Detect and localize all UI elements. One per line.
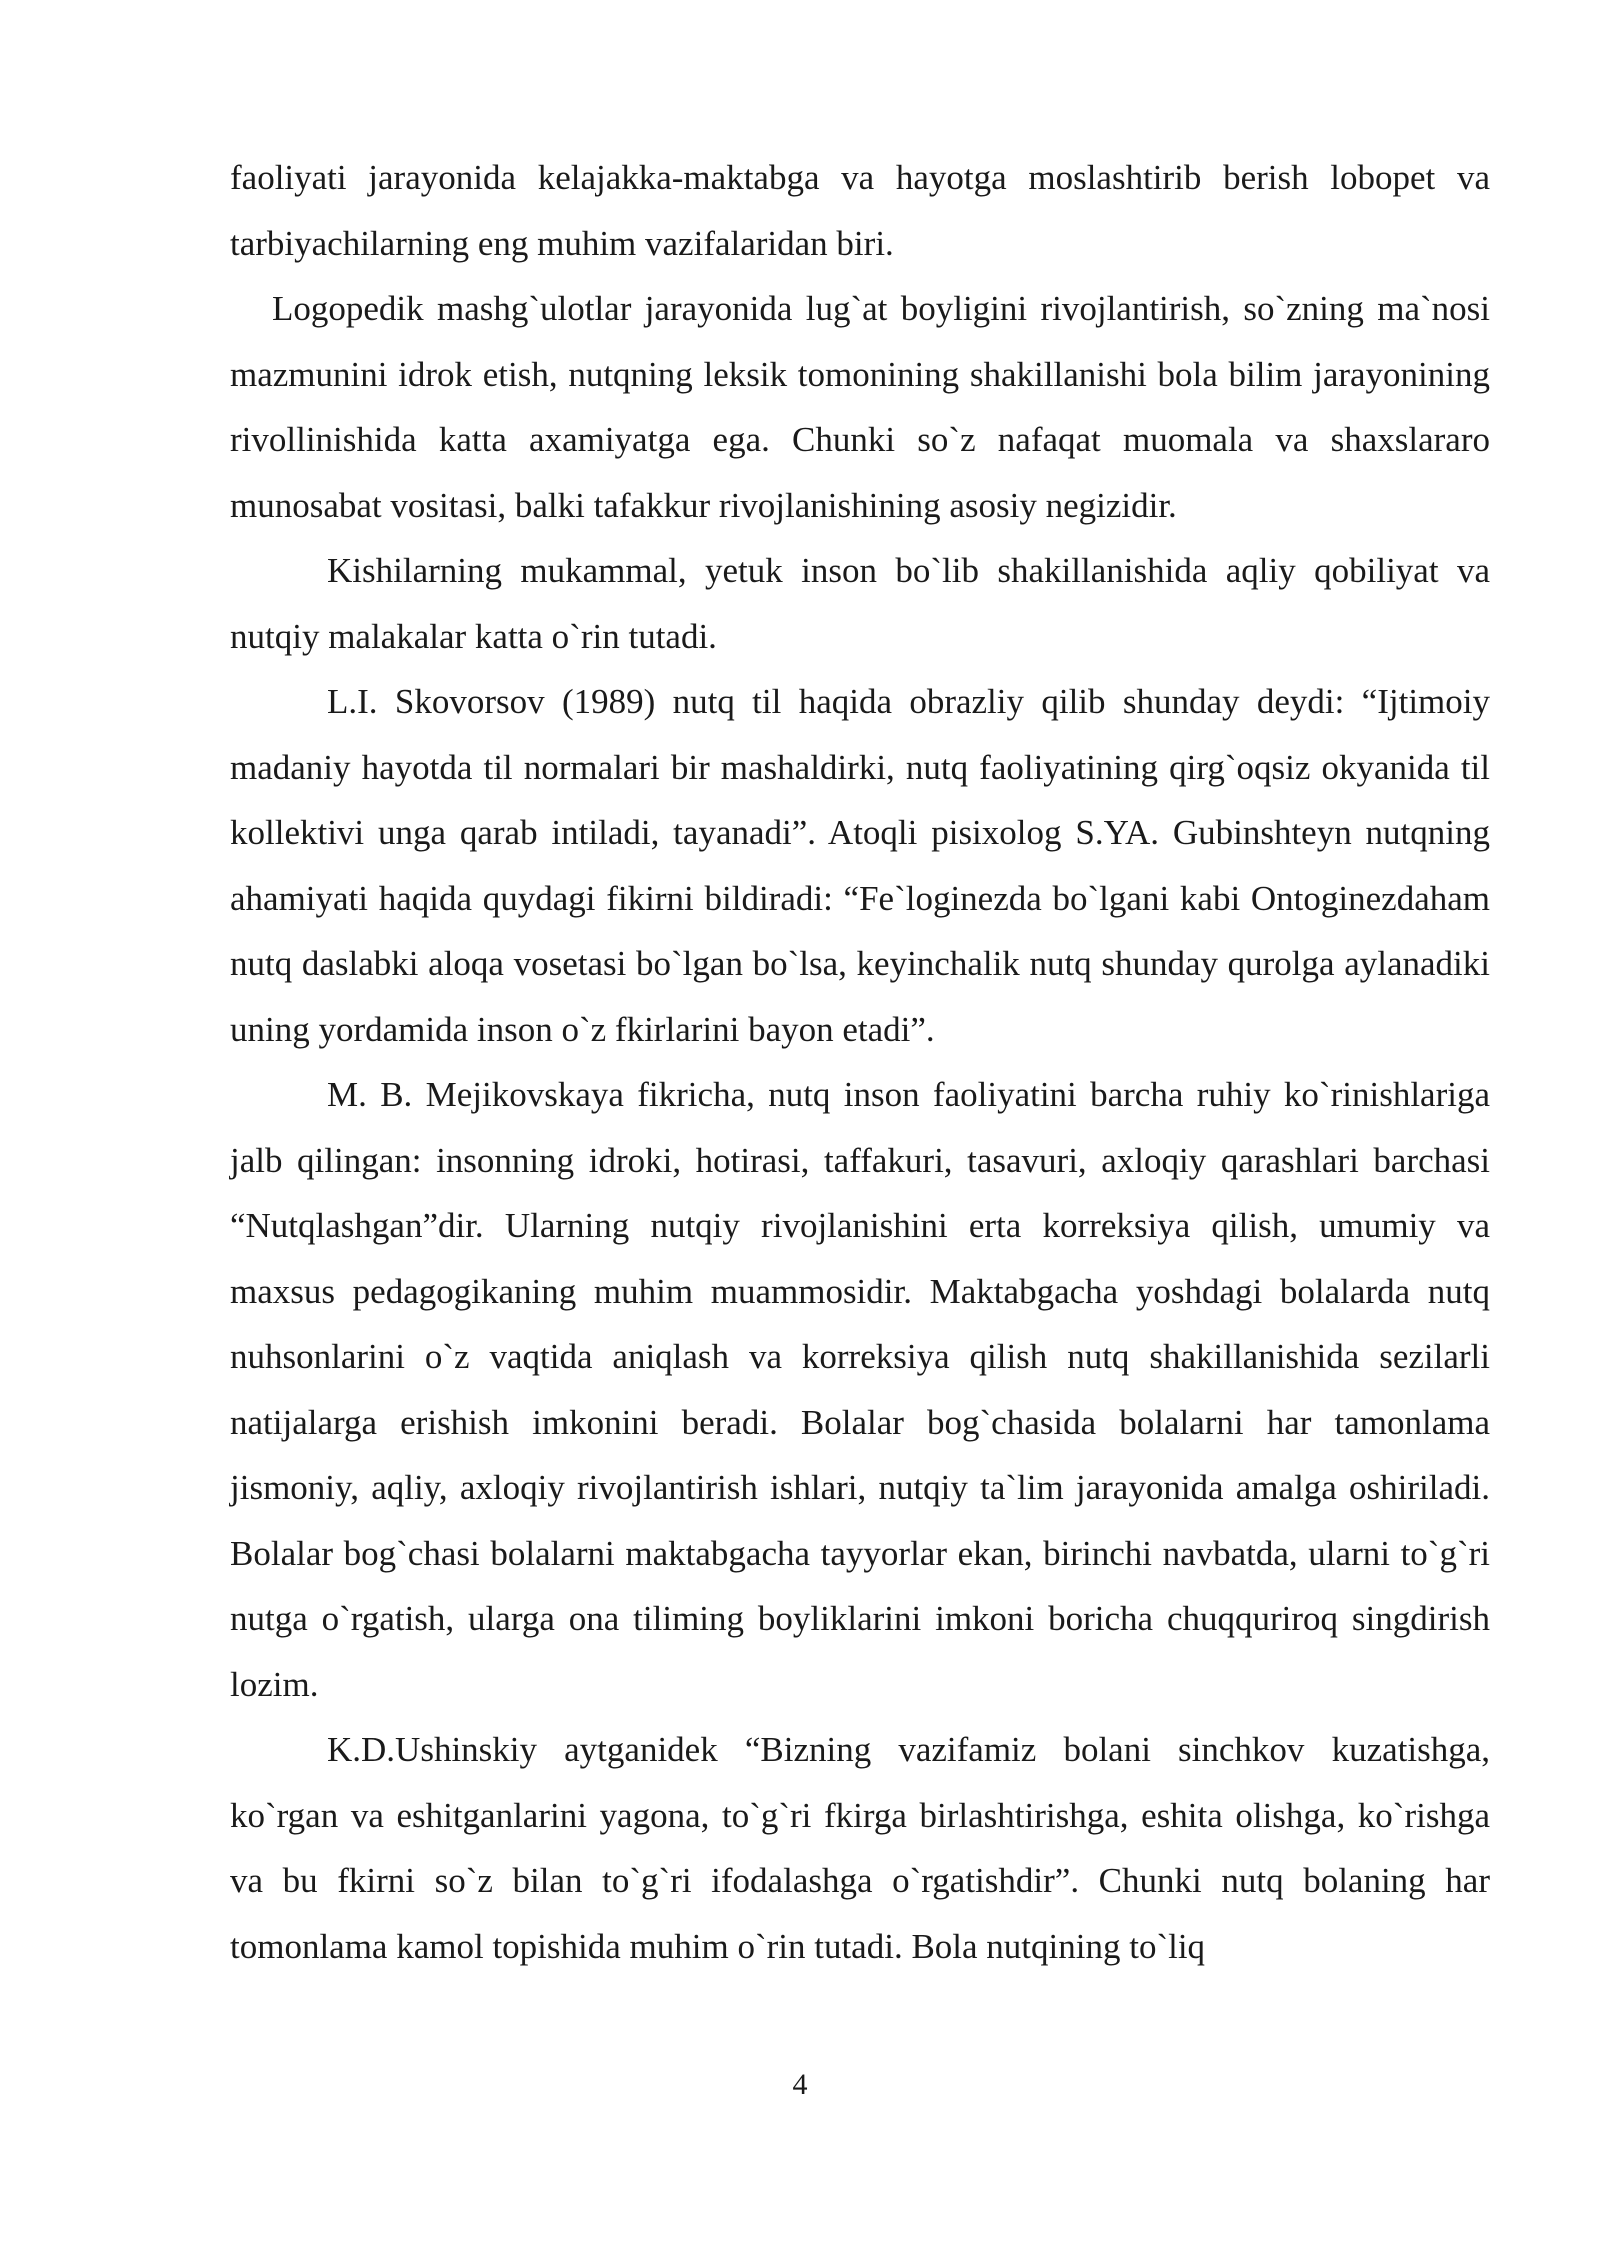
paragraph-3: Kishilarning mukammal, yetuk inson bo`lib shakillanishida aqliy qobiliyat va nutqiy malakalar katta o`rin tutadi. xyxy=(230,551,1490,656)
document-body xyxy=(230,145,1490,1979)
paragraph-4: L.I. Skovorsov (1989) nutq til haqida obrazliy qilib shunday deydi: “Ijtimoiy madaniy hayotda til normalari bir mashaldirki, nutq faoliyatining qirg`oqsiz okyanida til kollektivi unga qarab intiladi, tayanadi”. Atoqli pisixolog S.YA. Gubinshteyn nutqning ahamiyati haqida quydagi fikirni bildiradi: “Fe`loginezda bo`lgani kabi Ontoginezdaham nutq daslabki aloqa vosetasi bo`lgan bo`lsa, keyinchalik nutq shunday qurolga aylanadiki uning yordamida inson o`z fkirlarini bayon etadi”. xyxy=(230,682,1490,1049)
page-number: 4 xyxy=(792,2068,808,2101)
paragraph-1: faoliyati jarayonida kelajakka-maktabga va hayotga moslashtirib berish lobopet va tarbiyachilarning eng muhim vazifalaridan biri. xyxy=(230,158,1490,263)
paragraph-2: Logopedik mashg`ulotlar jarayonida lug`at boyligini rivojlantirish, so`zning ma`nosi mazmunini idrok etish, nutqning leksik tomonining shakillanishi bola bilim jarayonining rivollinishida katta axamiyatga ega. Chunki so`z nafaqat muomala va shaxslararo munosabat vositasi, balki tafakkur rivojlanishining asosiy negizidir. xyxy=(230,289,1490,525)
paragraph-6: K.D.Ushinskiy aytganidek “Bizning vazifamiz bolani sinchkov kuzatishga, ko`rgan va eshitganlarini yagona, to`g`ri fkirga birlashtirishga, eshita olishga, ko`rishga va bu fkirni so`z bilan to`g`ri ifodalashga o`rgatishdir”. Chunki nutq bolaning har tomonlama kamol topishida muhim o`rin tutadi. Bola nutqining to`liq xyxy=(230,1730,1490,1966)
paragraph-5: M. B. Mejikovskaya fikricha, nutq inson faoliyatini barcha ruhiy ko`rinishlariga jalb qilingan: insonning idroki, hotirasi, taffakuri, tasavuri, axloqiy qarashlari barchasi “Nutqlashgan”dir. Ularning nutqiy rivojlanishini erta korreksiya qilish, umumiy va maxsus pedagogikaning muhim muammosidir. Maktabgacha yoshdagi bolalarda nutq nuhsonlarini o`z vaqtida aniqlash va korreksiya qilish nutq shakillanishida sezilarli natijalarga erishish imkonini beradi. Bolalar bog`chasida bolalarni har tamonlama jismoniy, aqliy, axloqiy rivojlantirish ishlari, nutqiy ta`lim jarayonida amalga oshiriladi. Bolalar bog`chasi bolalarni maktabgacha tayyorlar ekan, birinchi navbatda, ularni to`g`ri nutga o`rgatish, ularga ona tiliming boyliklarini imkoni boricha chuqquriroq singdirish lozim. xyxy=(230,1075,1490,1704)
